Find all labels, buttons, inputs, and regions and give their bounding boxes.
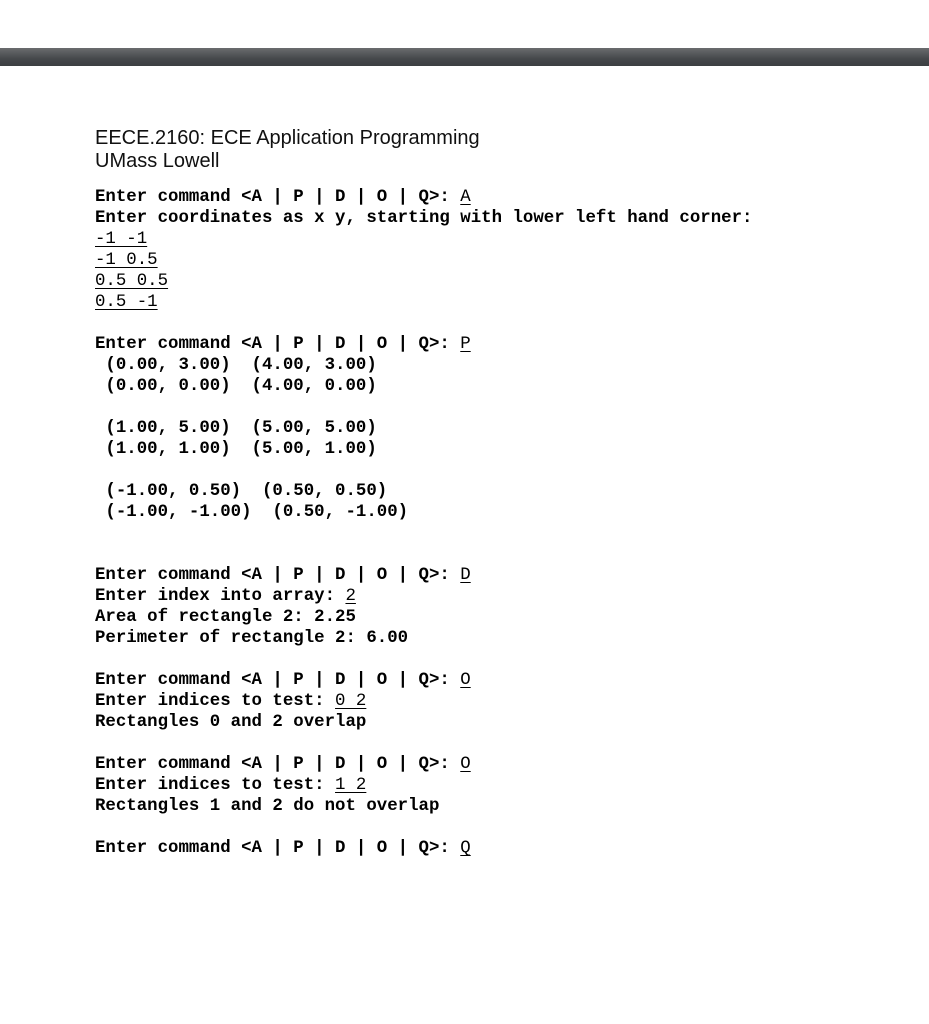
coord-input-line bbox=[95, 292, 752, 313]
user-input: P bbox=[460, 335, 471, 354]
rect-top-line: (1.00, 5.00) (5.00, 5.00) bbox=[95, 419, 377, 438]
user-input: -1 0.5 bbox=[95, 251, 158, 270]
user-input: D bbox=[460, 566, 471, 585]
index-line bbox=[95, 586, 752, 607]
rect-bottom-line: (0.00, 0.00) (4.00, 0.00) bbox=[95, 377, 377, 396]
command-prompt: Enter command <A | P | D | O | Q>: bbox=[95, 188, 461, 207]
command-line bbox=[95, 838, 752, 859]
command-prompt: Enter command <A | P | D | O | Q>: bbox=[95, 671, 461, 690]
command-line bbox=[95, 187, 752, 208]
command-prompt: Enter command <A | P | D | O | Q>: bbox=[95, 335, 461, 354]
user-input: Q bbox=[460, 839, 471, 858]
user-input: 0.5 -1 bbox=[95, 293, 158, 312]
command-prompt: Enter command <A | P | D | O | Q>: bbox=[95, 566, 461, 585]
rect-top-line: (-1.00, 0.50) (0.50, 0.50) bbox=[95, 482, 388, 501]
school-name: UMass Lowell bbox=[95, 150, 220, 172]
area-output: Area of rectangle 2: 2.25 bbox=[95, 608, 356, 627]
user-input: 2 bbox=[345, 587, 356, 606]
command-line bbox=[95, 565, 752, 586]
rect-bottom-line: (1.00, 1.00) (5.00, 1.00) bbox=[95, 440, 377, 459]
command-line bbox=[95, 334, 752, 355]
top-toolbar-bar bbox=[0, 48, 929, 66]
coord-input-line bbox=[95, 250, 752, 271]
indices-line bbox=[95, 775, 752, 796]
command-prompt: Enter command <A | P | D | O | Q>: bbox=[95, 755, 461, 774]
command-line bbox=[95, 670, 752, 691]
overlap-result: Rectangles 1 and 2 do not overlap bbox=[95, 797, 440, 816]
coord-input-line bbox=[95, 229, 752, 250]
course-title: EECE.2160: ECE Application Programming bbox=[95, 127, 480, 149]
command-prompt: Enter command <A | P | D | O | Q>: bbox=[95, 839, 461, 858]
rect-bottom-line: (-1.00, -1.00) (0.50, -1.00) bbox=[95, 503, 409, 522]
user-input: A bbox=[460, 188, 471, 207]
coord-input-line bbox=[95, 271, 752, 292]
command-line bbox=[95, 754, 752, 775]
user-input: O bbox=[460, 671, 471, 690]
coords-prompt: Enter coordinates as x y, starting with lower left hand corner: bbox=[95, 209, 753, 228]
indices-prompt: Enter indices to test: bbox=[95, 692, 336, 711]
rect-top-line: (0.00, 3.00) (4.00, 3.00) bbox=[95, 356, 377, 375]
overlap-result: Rectangles 0 and 2 overlap bbox=[95, 713, 367, 732]
document-header bbox=[95, 127, 480, 173]
user-input: 0 2 bbox=[335, 692, 367, 711]
indices-prompt: Enter indices to test: bbox=[95, 776, 336, 795]
index-prompt: Enter index into array: bbox=[95, 587, 346, 606]
console-output bbox=[95, 187, 752, 859]
indices-line bbox=[95, 691, 752, 712]
user-input: -1 -1 bbox=[95, 230, 148, 249]
perimeter-output: Perimeter of rectangle 2: 6.00 bbox=[95, 629, 409, 648]
user-input: O bbox=[460, 755, 471, 774]
user-input: 0.5 0.5 bbox=[95, 272, 169, 291]
user-input: 1 2 bbox=[335, 776, 367, 795]
